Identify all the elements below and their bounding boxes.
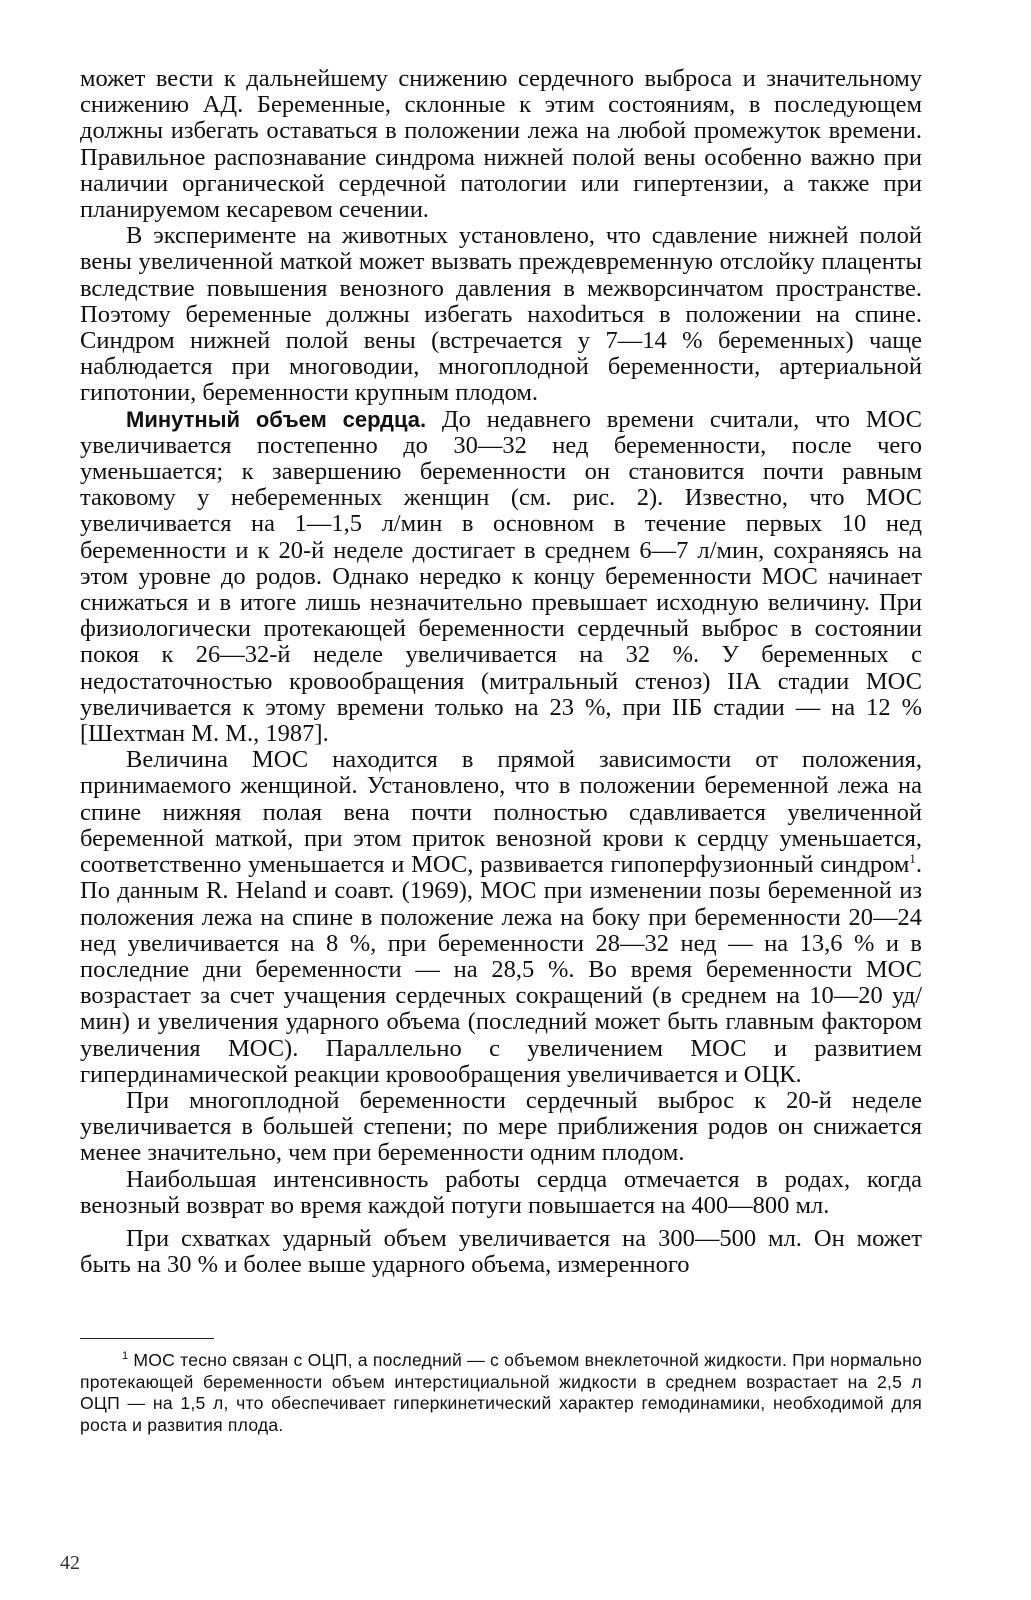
paragraph-3-text: До недавнего времени считали, что МОС увеличивается постепенно до 30—32 нед беременности, после чего уменьшается; к завершению беременности он становится почти равным таковому у небеременных женщин (см. рис. 2). Известно, что МОС увеличивается на 1—1,5 л/мин в основном в течение первых 10 нед беременности и к 20-й неделе достигает в среднем 6—7 л/мин, сохраняясь на этом уровне до родов. Однако нередко к концу беременности МОС начинает снижаться и в итоге лишь незначительно превышает исходную величину. При физиологически протекающей беременности сердечный выброс в состоянии покоя к 26—32-й неделе увеличивается на 32 %. У беременных с недостаточностью кровообращения (митральный стеноз) IIА стадии МОС увеличивается к этому времени только на 23 %, при IIБ стадии — на 12 % [Шехтман М. М., 1987].: [80, 405, 922, 748]
paragraph-1-text: может вести к дальнейшему снижению сердечного выброса и значительному снижению АД. Беременные, склонные к этим состояниям, в последующем должны избегать оставаться в положении лежа на любой промежуток времени. Правильное распознавание синдрома нижней полой вены особенно важно при наличии органической сердечной патологии или гипертензии, а также при планируемом кесаревом сечении.: [80, 65, 922, 224]
paragraph-2-text: В эксперименте на животных установлено, что сдавление нижней полой вены увеличенной маткой может вызвать преждевременную отслойку плаценты вследствие повышения венозного давления в межворсинчатом пространстве. Поэтому беременные должны избегать нахоdиться в положении на спине. Синдром нижней полой вены (встречается у 7—14 % беременных) чаще наблюдается при многоводии, многоплодной беременности, артериальной гипотонии, беременности крупным плодом.: [80, 222, 922, 407]
paragraph-4: [80, 747, 922, 1088]
paragraph-1: [80, 66, 922, 223]
footnote: [80, 1350, 922, 1436]
paragraph-5-text: При многоплодной беременности сердечный выброс к 20-й неделе увеличивается в большей степени; по мере приближения родов он снижается менее значительно, чем при беременности одним плодом.: [80, 1086, 922, 1167]
paragraph-2: [80, 223, 922, 406]
paragraph-3: [80, 407, 922, 748]
paragraph-6-text: Наибольшая интенсивность работы сердца отмечается в родах, когда венозный возврат во время каждой потуги повышается на 400—800 мл.: [80, 1165, 922, 1219]
page-number: 42: [60, 1552, 80, 1574]
paragraph-4-text-after: . По данным R. Heland и соавт. (1969), МОС при изменении позы беременной из положения лежа на спине в положение лежа на боку при беременности 20—24 нед увеличивается на 8 %, при беременности 28—32 нед — на 13,6 % и в последние дни беременности — на 28,5 %. Во время беременности МОС возрастает за счет учащения сердечных сокращений (в среднем на 10—20 уд/мин) и увеличения ударного объема (последний может быть главным фактором увеличения МОС). Параллельно с увеличением МОС и развитием гипердинамической реакции кровообращения увеличивается и ОЦК.: [80, 851, 922, 1088]
footnote-divider: [80, 1338, 214, 1339]
paragraph-7-text: При схватках ударный объем увеличивается на 300—500 мл. Он может быть на 30 % и более выше ударного объема, измеренного: [80, 1224, 922, 1279]
page-body: [80, 66, 922, 1278]
paragraph-6: [80, 1167, 922, 1219]
paragraph-5: [80, 1088, 922, 1167]
footnote-mark: 1: [122, 1350, 129, 1363]
paragraph-4-text: Величина МОС находится в прямой зависимости от положения, принимаемого женщиной. Установлено, что в положении беременной лежа на спине нижняя полая вена почти полностью сдавливается увеличенной беременной маткой, при этом приток венозной крови к сердцу уменьшается, соответственно уменьшается и МОС, развивается гипоперфузионный синдром: [80, 746, 922, 879]
paragraph-7: [80, 1226, 922, 1278]
footnote-reference: 1: [909, 850, 916, 866]
section-run-in-heading: Минутный объем сердца.: [126, 406, 427, 432]
footnote-text: МОС тесно связан с ОЦП, а последний — с объемом внеклеточной жидкости. При нормально протекающей беременности объем интерстициальной жидкости в среднем возрастает на 2,5 л ОЦП — на 1,5 л, что обеспечивает гиперкинетический характер гемодинамики, необходимой для роста и развития плода.: [80, 1350, 922, 1435]
